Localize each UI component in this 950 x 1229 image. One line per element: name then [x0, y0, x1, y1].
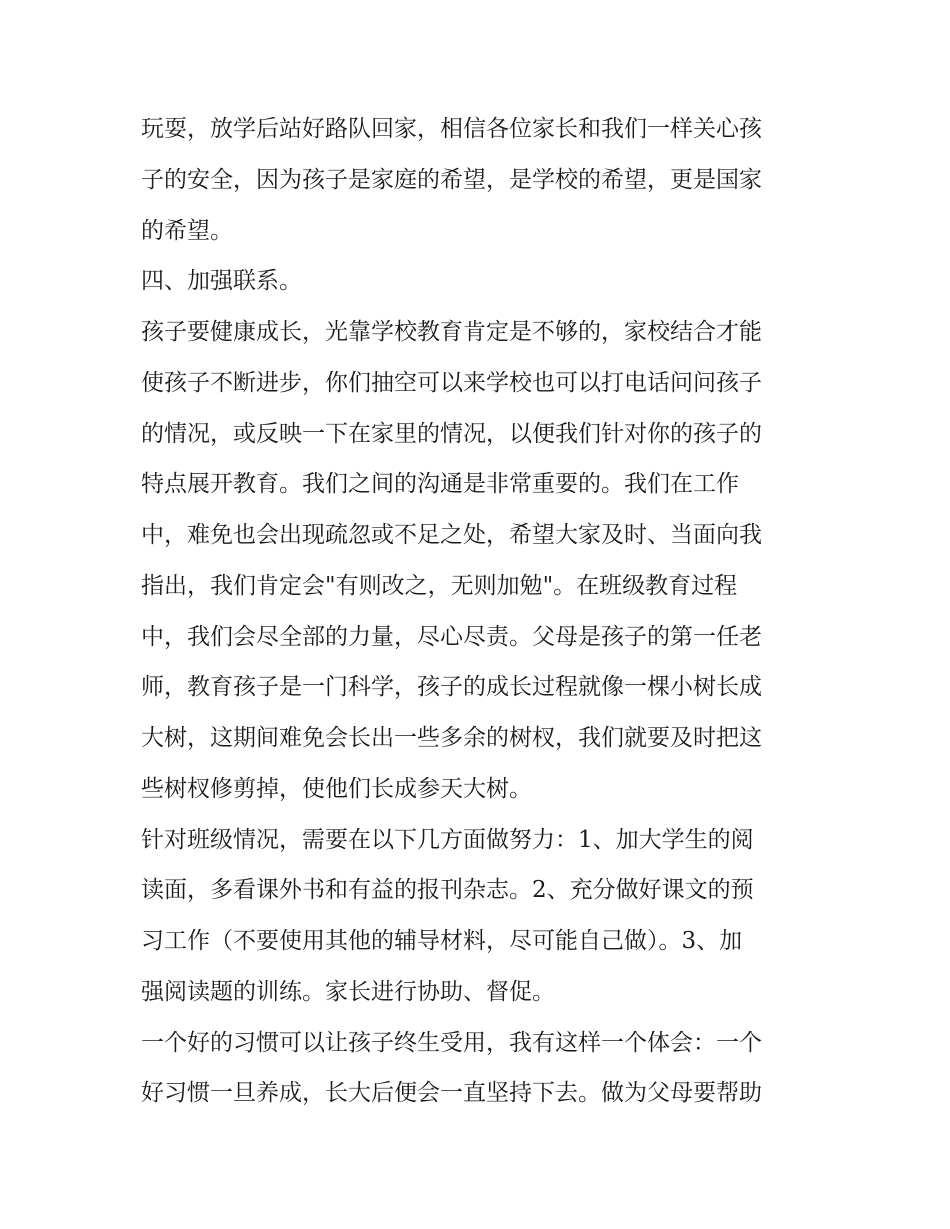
- text-line: 使孩子不断进步，你们抽空可以来学校也可以打电话问问孩子: [141, 369, 762, 396]
- text-line: 玩耍，放学后站好路队回家，相信各位家长和我们一样关心孩: [141, 116, 762, 142]
- text-line: 强阅读题的训练。家长进行协助、督促。: [141, 978, 555, 1005]
- text-line: 孩子要健康成长，光靠学校教育肯定是不够的，家校结合才能: [141, 319, 762, 345]
- text-line: 的希望。: [141, 217, 233, 244]
- text-line: 的情况，或反映一下在家里的情况，以便我们针对你的孩子的: [141, 420, 762, 447]
- section-heading: 四、加强联系。: [141, 268, 302, 295]
- text-line: 好习惯一旦养成，长大后便会一直坚持下去。做为父母要帮助: [141, 1080, 762, 1107]
- text-line: 大树，这期间难免会长出一些多余的树杈，我们就要及时把这: [141, 725, 762, 751]
- text-line: 指出，我们肯定会"有则改之，无则加勉"。在班级教育过程: [141, 572, 738, 599]
- document-body: [141, 104, 811, 1119]
- text-line: 师，教育孩子是一门科学，孩子的成长过程就像一棵小树长成: [141, 674, 762, 701]
- text-line: 习工作（不要使用其他的辅导材料，尽可能自己做）。3、加: [141, 928, 743, 954]
- text-line: 些树杈修剪掉，使他们长成参天大树。: [141, 775, 532, 802]
- text-line: 一个好的习惯可以让孩子终生受用，我有这样一个体会：一个: [141, 1029, 762, 1056]
- text-line: 特点展开教育。我们之间的沟通是非常重要的。我们在工作: [141, 471, 739, 498]
- text-line: 子的安全，因为孩子是家庭的希望，是学校的希望，更是国家: [141, 166, 762, 193]
- text-line: 中，我们会尽全部的力量，尽心尽责。父母是孩子的第一任老: [141, 623, 762, 650]
- text-line: 读面，多看课外书和有益的报刊杂志。2、充分做好课文的预: [141, 877, 754, 904]
- text-line: 中，难免也会出现疏忽或不足之处，希望大家及时、当面向我: [141, 522, 762, 548]
- text-line: 针对班级情况，需要在以下几方面做努力：1、加大学生的阅: [141, 826, 754, 853]
